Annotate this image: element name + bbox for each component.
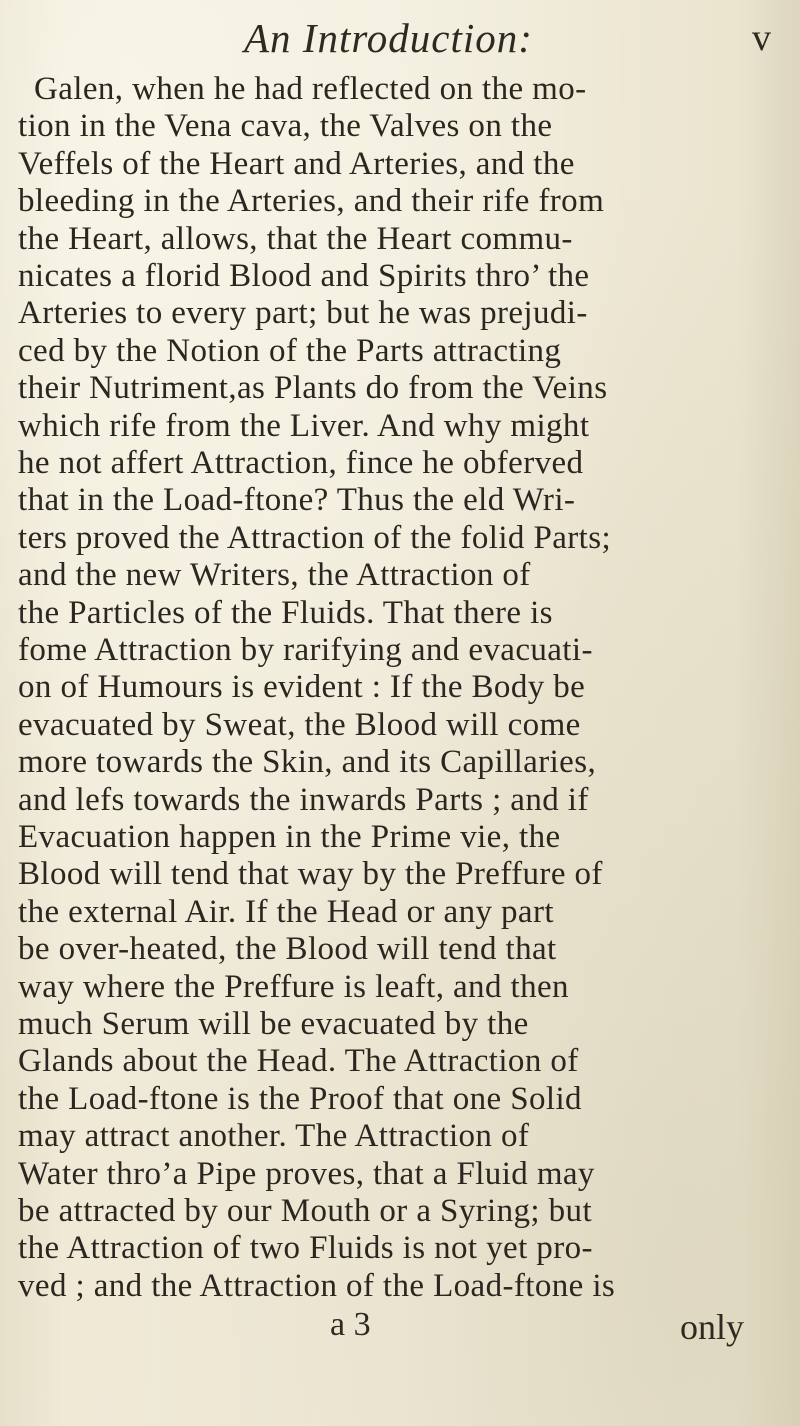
text-line-13: ters proved the Attraction of the folid Parts; [18, 519, 612, 556]
running-head [0, 14, 800, 64]
text-line-29: may attract another. The Attraction of [18, 1118, 530, 1155]
text-line-20: and lefs towards the inwards Parts ; and if [18, 781, 589, 818]
page-signature-mark: v [752, 17, 771, 59]
text-line-8: ced by the Notion of the Parts attracting [18, 332, 562, 369]
gathering-signature: a 3 [330, 1306, 371, 1344]
text-line-32: the Attraction of two Fluids is not yet pro- [18, 1230, 593, 1267]
catchline [0, 1306, 800, 1356]
text-line-24: be over-heated, the Blood will tend that [18, 931, 557, 968]
text-line-11: he not affert Attraction, fince he obferved [18, 445, 584, 481]
text-line-16: fome Attraction by rarifying and evacuati- [18, 632, 593, 668]
text-line-19: more towards the Skin, and its Capillaries, [18, 744, 597, 781]
text-line-26: much Serum will be evacuated by the [18, 1006, 529, 1042]
text-line-30: Water thro’a Pipe proves, that a Fluid may [18, 1155, 595, 1192]
text-line-27: Glands about the Head. The Attraction of [18, 1043, 579, 1080]
catchword: only [680, 1307, 745, 1348]
text-line-23: the external Air. If the Head or any part [18, 893, 554, 930]
text-line-31: be attracted by our Mouth or a Syring; but [18, 1193, 593, 1229]
text-line-12: that in the Load-ftone? Thus the eld Wri- [18, 482, 576, 519]
text-line-3: Veffels of the Heart and Arteries, and the [18, 145, 575, 182]
text-line-25: way where the Preffure is leaft, and then [18, 968, 569, 1005]
text-line-10: which rife from the Liver. And why might [18, 407, 590, 444]
text-line-33: ved ; and the Attraction of the Load-ftone is [18, 1267, 616, 1304]
text-line-2: tion in the Vena cava, the Valves on the [18, 108, 553, 145]
text-line-6: nicates a florid Blood and Spirits thro’ the [18, 258, 590, 294]
text-line-18: evacuated by Sweat, the Blood will come [18, 706, 581, 743]
text-line-15: the Particles of the Fluids. That there is [18, 594, 553, 631]
text-line-9: their Nutriment,as Plants do from the Veins [18, 370, 608, 407]
text-line-17: on of Humours is evident : If the Body be [18, 669, 586, 706]
text-line-7: Arteries to every part; but he was prejudi- [18, 295, 588, 332]
text-line-28: the Load-ftone is the Proof that one Solid [18, 1080, 582, 1117]
text-line-22: Blood will tend that way by the Preffure of [18, 856, 603, 893]
text-line-4: bleeding in the Arteries, and their rife from [18, 183, 605, 220]
text-line-14: and the new Writers, the Attraction of [18, 557, 531, 594]
running-title: An Introduction: [244, 15, 533, 61]
text-line-5: the Heart, allows, that the Heart commu- [18, 220, 573, 257]
text-line-21: Evacuation happen in the Prime vie, the [18, 819, 561, 855]
text-line-1: Galen, when he had reflected on the mo- [34, 71, 587, 107]
